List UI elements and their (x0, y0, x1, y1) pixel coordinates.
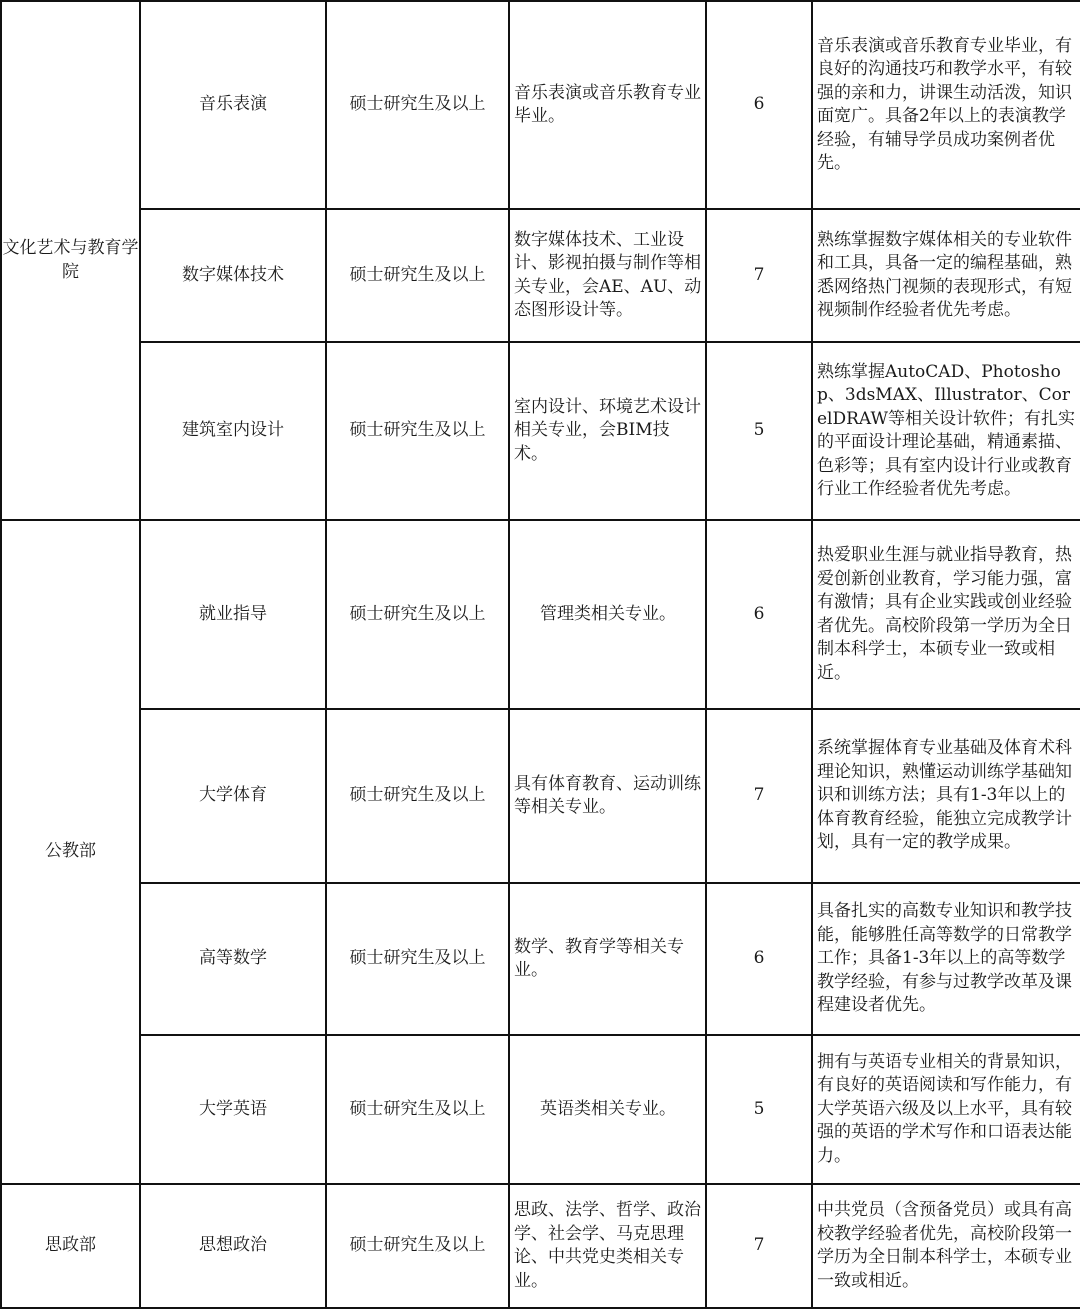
major-requirement: 数字媒体技术、工业设计、影视拍摄与制作等相关专业，会AE、AU、动态图形设计等。 (514, 229, 702, 320)
count-cell (706, 1, 812, 209)
hiring-count: 5 (753, 420, 765, 441)
degree-requirement: 硕士研究生及以上 (349, 603, 486, 624)
table-row (1, 1184, 1080, 1308)
degree-cell (326, 883, 509, 1035)
major-requirement: 室内设计、环境艺术设计相关专业，会BIM技术。 (514, 396, 701, 464)
degree-cell (326, 520, 509, 709)
major-requirement: 数学、教育学等相关专业。 (514, 936, 684, 980)
position-cell (140, 709, 326, 883)
hiring-count: 7 (753, 1235, 765, 1256)
position-name: 数字媒体技术 (182, 264, 284, 285)
department-cell (1, 1184, 140, 1308)
department-name: 公教部 (45, 841, 96, 862)
table-row (1, 520, 1080, 709)
major-cell (509, 209, 706, 342)
table-row (1, 1, 1080, 209)
requirements-cell (812, 342, 1080, 520)
major-cell (509, 342, 706, 520)
degree-requirement: 硕士研究生及以上 (349, 420, 486, 441)
degree-cell (326, 1035, 509, 1184)
degree-cell (326, 209, 509, 342)
degree-cell (326, 1, 509, 209)
count-cell (706, 1035, 812, 1184)
job-requirements: 系统掌握体育专业基础及体育术科理论知识，熟懂运动训练学基础知识和训练方法；具有1-3年以上的体育教育经验，能独立完成教学计划，具有一定的教学成果。 (817, 738, 1072, 853)
position-name: 思想政治 (199, 1235, 267, 1256)
major-cell (509, 1035, 706, 1184)
requirements-cell (812, 709, 1080, 883)
job-requirements: 熟练掌握数字媒体相关的专业软件和工具，具备一定的编程基础，熟悉网络热门视频的表现形式，有短视频制作经验者优先考虑。 (817, 229, 1072, 320)
position-name: 大学体育 (199, 785, 267, 806)
major-cell (509, 1184, 706, 1308)
department-name: 思政部 (45, 1235, 96, 1256)
major-requirement: 思政、法学、哲学、政治学、社会学、马克思理论、中共党史类相关专业。 (514, 1200, 701, 1291)
major-cell (509, 709, 706, 883)
requirements-cell (812, 1184, 1080, 1308)
degree-cell (326, 1184, 509, 1308)
position-cell (140, 1184, 326, 1308)
job-requirements: 音乐表演或音乐教育专业毕业，有良好的沟通技巧和教学水平，有较强的亲和力，讲课生动活泼，知识面宽广。具备2年以上的表演教学经验，有辅导学员成功案例者优先。 (817, 35, 1072, 173)
position-name: 就业指导 (199, 603, 267, 624)
requirements-cell (812, 209, 1080, 342)
department-name: 文化艺术与教育学院 (2, 238, 139, 282)
position-name: 大学英语 (199, 1098, 267, 1119)
table-row (1, 883, 1080, 1035)
count-cell (706, 520, 812, 709)
hiring-count: 7 (753, 264, 765, 285)
hiring-count: 6 (753, 603, 765, 624)
requirements-cell (812, 520, 1080, 709)
major-requirement: 音乐表演或音乐教育专业毕业。 (514, 82, 701, 126)
position-cell (140, 520, 326, 709)
degree-requirement: 硕士研究生及以上 (349, 1098, 486, 1119)
job-requirements: 中共党员（含预备党员）或具有高校教学经验者优先，高校阶段第一学历为全日制本科学士，本硕专业一致或相近。 (817, 1200, 1072, 1291)
degree-cell (326, 342, 509, 520)
count-cell (706, 883, 812, 1035)
position-name: 音乐表演 (199, 94, 267, 115)
position-cell (140, 883, 326, 1035)
table-row (1, 342, 1080, 520)
count-cell (706, 1184, 812, 1308)
degree-requirement: 硕士研究生及以上 (349, 94, 486, 115)
requirements-cell (812, 1035, 1080, 1184)
position-cell (140, 1035, 326, 1184)
major-requirement: 具有体育教育、运动训练等相关专业。 (514, 773, 701, 817)
job-requirements: 具备扎实的高数专业知识和教学技能，能够胜任高等数学的日常教学工作；具备1-3年以上的高等数学教学经验，有参与过教学改革及课程建设者优先。 (817, 901, 1072, 1016)
degree-cell (326, 709, 509, 883)
department-cell (1, 520, 140, 1184)
requirements-cell (812, 883, 1080, 1035)
major-cell (509, 520, 706, 709)
department-cell (1, 1, 140, 520)
job-requirements: 热爱职业生涯与就业指导教育，热爱创新创业教育，学习能力强，富有激情；具有企业实践或创业经验者优先。高校阶段第一学历为全日制本科学士，本硕专业一致或相近。 (817, 545, 1072, 683)
hiring-count: 7 (753, 785, 765, 806)
position-name: 建筑室内设计 (182, 420, 284, 441)
count-cell (706, 209, 812, 342)
hiring-count: 6 (753, 948, 765, 969)
hiring-count: 5 (753, 1098, 765, 1119)
count-cell (706, 709, 812, 883)
degree-requirement: 硕士研究生及以上 (349, 948, 486, 969)
major-requirement: 管理类相关专业。 (540, 603, 676, 624)
major-cell (509, 1, 706, 209)
position-cell (140, 209, 326, 342)
major-requirement: 英语类相关专业。 (540, 1098, 676, 1119)
job-requirements: 熟练掌握AutoCAD、Photoshop、3dsMAX、Illustrator、CorelDRAW等相关设计软件；有扎实的平面设计理论基础，精通素描、色彩等；具有室内设计行业或教育行业工作经验者优先考虑。 (817, 361, 1075, 499)
table-row (1, 1035, 1080, 1184)
position-name: 高等数学 (199, 948, 267, 969)
job-requirements: 拥有与英语专业相关的背景知识，有良好的英语阅读和写作能力，有大学英语六级及以上水平，具有较强的英语的学术写作和口语表达能力。 (817, 1051, 1072, 1166)
table-row (1, 709, 1080, 883)
position-cell (140, 342, 326, 520)
position-cell (140, 1, 326, 209)
hiring-count: 6 (753, 94, 765, 115)
count-cell (706, 342, 812, 520)
degree-requirement: 硕士研究生及以上 (349, 1235, 486, 1256)
requirements-cell (812, 1, 1080, 209)
major-cell (509, 883, 706, 1035)
degree-requirement: 硕士研究生及以上 (349, 264, 486, 285)
degree-requirement: 硕士研究生及以上 (349, 785, 486, 806)
table-row (1, 209, 1080, 342)
